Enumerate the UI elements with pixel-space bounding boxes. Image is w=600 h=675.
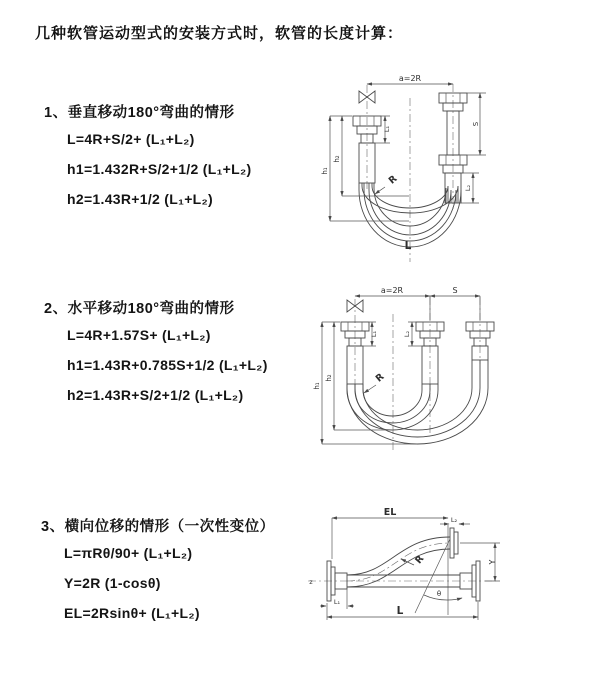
dim-l2-label: L₂ bbox=[464, 184, 472, 192]
dim-l-label: L bbox=[396, 605, 404, 617]
dim-h2-label: h₂ bbox=[325, 374, 333, 382]
formula-h2: h2=1.43R+1/2 (L₁+L₂) bbox=[67, 191, 214, 207]
diagram-vertical-bend bbox=[312, 70, 594, 266]
dimension-lines bbox=[320, 518, 500, 620]
dim-a-label: a=2R bbox=[398, 74, 422, 83]
formula-h2: h2=1.43R+S/2+1/2 (L₁+L₂) bbox=[67, 387, 244, 403]
radius-label: R bbox=[373, 371, 387, 385]
dim-l2-label: L₂ bbox=[403, 330, 411, 338]
formula-length: L=4R+1.57S+ (L₁+L₂) bbox=[67, 327, 211, 343]
page-title: 几种软管运动型式的安装方式时，软管的长度计算： bbox=[35, 25, 404, 42]
dim-l2-label: L₂ bbox=[450, 516, 458, 524]
formula-h1: h1=1.43R+0.785S+1/2 (L₁+L₂) bbox=[67, 357, 268, 373]
dim-h1-label: h₁ bbox=[321, 167, 329, 175]
angle-theta-label: θ bbox=[436, 590, 442, 598]
formula-length: L=πRθ/90+ (L₁+L₂) bbox=[64, 545, 193, 561]
section-3 bbox=[41, 517, 275, 620]
radius-label: R bbox=[386, 173, 400, 187]
dim-l1-label: L₁ bbox=[383, 125, 391, 133]
flange-right-upper bbox=[450, 528, 458, 558]
formula-y: Y=2R (1-cosθ) bbox=[64, 575, 161, 591]
dim-h1-label: h₁ bbox=[313, 382, 321, 390]
diagram-1-drawing bbox=[312, 70, 594, 266]
dim-el-label: EL bbox=[383, 507, 397, 518]
section-1-heading: 1、垂直移动180°弯曲的情形 bbox=[44, 105, 235, 121]
dim-s-label: S bbox=[472, 121, 480, 127]
formula-h1: h1=1.432R+S/2+1/2 (L₁+L₂) bbox=[67, 161, 252, 177]
diagram-2-drawing bbox=[310, 284, 595, 454]
dim-l1-label: L₁ bbox=[370, 330, 378, 338]
dimension-labels bbox=[321, 74, 480, 252]
diagram-3-drawing bbox=[300, 503, 598, 653]
section-1 bbox=[44, 103, 252, 206]
formula-length: L=4R+S/2+ (L₁+L₂) bbox=[67, 131, 195, 147]
centerline-break-mark: z bbox=[309, 578, 313, 586]
dim-h2-label: h₂ bbox=[333, 155, 341, 163]
section-3-heading: 3、横向位移的情形（一次性变位） bbox=[41, 519, 275, 535]
section-2 bbox=[44, 299, 268, 402]
hose-displaced-position bbox=[347, 537, 450, 587]
diagram-lateral-displacement bbox=[300, 503, 598, 653]
dim-y-label: Y bbox=[488, 559, 497, 565]
diagram-horizontal-bend bbox=[310, 284, 595, 454]
length-label: L bbox=[404, 240, 412, 252]
dimension-labels bbox=[309, 507, 497, 617]
dim-l1-label: L₁ bbox=[333, 598, 341, 606]
formula-el: EL=2Rsinθ+ (L₁+L₂) bbox=[64, 605, 200, 621]
dim-a-label: a=2R bbox=[380, 286, 404, 295]
hose-arcs bbox=[347, 360, 488, 444]
dim-s-label: S bbox=[452, 286, 458, 295]
radius-label: R bbox=[413, 553, 427, 567]
section-2-heading: 2、水平移动180°弯曲的情形 bbox=[44, 301, 235, 317]
